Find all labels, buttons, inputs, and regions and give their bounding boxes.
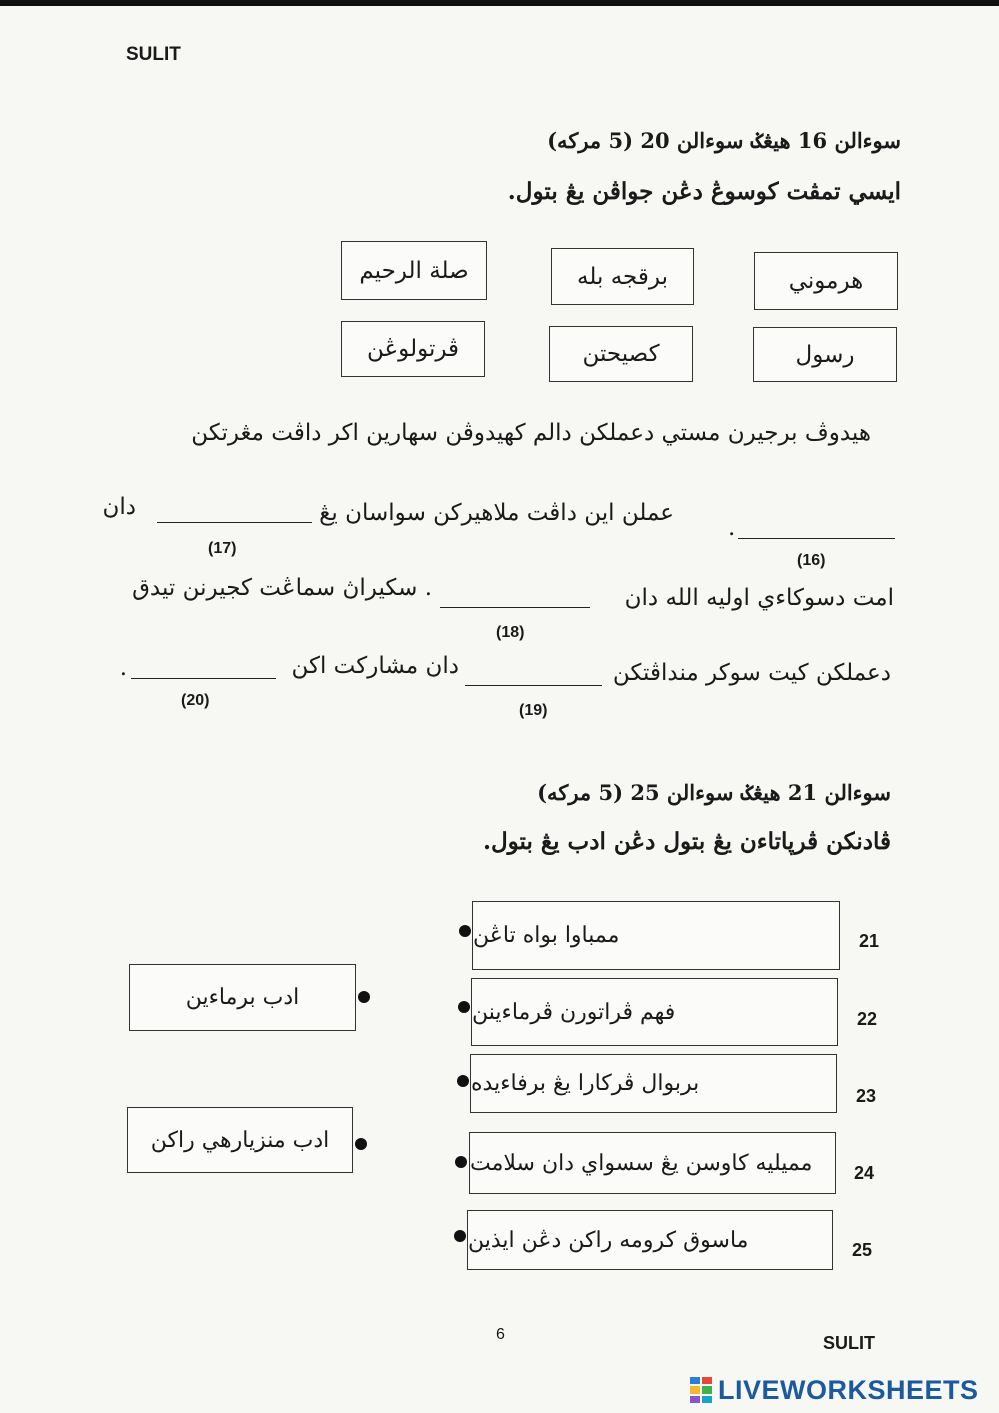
passage-line-3-start: امت دسوكاءي اوليه الله دان: [624, 585, 894, 611]
option-adab-bermain: ادب برماءين: [129, 964, 356, 1031]
section2-instruction: ڤادنكن ڤرڽاتاءن يڠ بتول دڠن ادب يڠ بتول.: [482, 828, 891, 855]
word-box-silaturahim: صلة الرحيم: [341, 241, 487, 300]
liveworksheets-wordmark: LIVEWORKSHEETS: [718, 1374, 979, 1405]
page-number: 6: [496, 1326, 505, 1343]
word-box-pertolongan: ڤرتولوڠن: [341, 321, 485, 377]
passage-line-4-start: دعملكن كيت سوكر منداڤتكن: [612, 660, 891, 686]
passage-line-1: هيدوڤ برجيرن مستي دعملكن دالم كهيدوڤن سهارين اكر داڤت مڠرتكن: [191, 420, 871, 446]
passage-line-2-middle: عملن اين داڤت ملاهيركن سواسان يڠ: [319, 500, 674, 526]
passage-line-3-end: . سكيراڽ سماڠت كجيرنن تيدق: [132, 575, 432, 601]
blank-17[interactable]: [157, 522, 312, 523]
label-17: (17): [208, 540, 237, 557]
liveworksheets-brand[interactable]: [690, 1374, 979, 1406]
section2-title: سوءالن 21 هيڠݢ سوءالن 25 (5 مركه): [537, 780, 891, 805]
label-18: (18): [496, 624, 525, 641]
item-number-22: 22: [857, 1009, 878, 1029]
word-box-rasul: رسول: [753, 327, 897, 382]
footer-sulit: SULIT: [823, 1333, 875, 1353]
label-16: (16): [797, 552, 826, 569]
match-dot-21[interactable]: [459, 925, 471, 937]
section1-instruction: ايسي تمڤت كوسوڠ دڠن جواڤن يڠ بتول.: [507, 178, 901, 205]
item-number-23: 23: [856, 1086, 877, 1106]
header-sulit: SULIT: [126, 44, 181, 65]
option-dot-adab-menziarahi-rakan[interactable]: [355, 1138, 367, 1150]
section1-title: سوءالن 16 هيڠݢ سوءالن 20 (5 مركه): [547, 128, 901, 153]
match-item-22: فهم ڤراتورن ڤرماءينن: [471, 978, 838, 1046]
word-box-berpecah-belah: برقجه بله: [551, 248, 694, 305]
passage-line-2-dot: .: [728, 515, 736, 541]
liveworksheets-logo-icon: [690, 1377, 712, 1403]
match-dot-24[interactable]: [455, 1156, 467, 1168]
passage-line-2-dan: دان: [102, 494, 136, 520]
blank-18[interactable]: [440, 607, 590, 608]
passage-line-4-dot: .: [119, 655, 127, 681]
top-scan-edge: [0, 0, 999, 6]
option-adab-menziarahi-rakan: ادب منزيارهي راكن: [127, 1107, 353, 1173]
word-box-kesihatan: كصيحتن: [549, 326, 693, 382]
match-item-25: ماسوق كرومه راكن دڠن ايذين: [467, 1210, 833, 1270]
blank-20[interactable]: [131, 678, 276, 679]
passage-line-4-middle: دان مشاركت اكن: [291, 653, 459, 679]
item-number-25: 25: [852, 1240, 873, 1260]
match-item-24: مميليه كاوسن يڠ سسواي دان سلامت: [469, 1132, 836, 1194]
blank-19[interactable]: [465, 685, 602, 686]
label-20: (20): [181, 692, 210, 709]
label-19: (19): [519, 702, 548, 719]
match-item-21: ممباوا بواه تاڠن: [472, 901, 840, 970]
match-dot-22[interactable]: [458, 1001, 470, 1013]
item-number-24: 24: [854, 1163, 875, 1183]
item-number-21: 21: [859, 931, 880, 951]
blank-16[interactable]: [738, 538, 895, 539]
match-item-23: بربوال ڤركارا يڠ برفاءيده: [470, 1054, 837, 1113]
option-dot-adab-bermain[interactable]: [358, 991, 370, 1003]
match-dot-25[interactable]: [454, 1230, 466, 1242]
match-dot-23[interactable]: [457, 1075, 469, 1087]
word-box-harmoni: هرموني: [754, 252, 898, 310]
